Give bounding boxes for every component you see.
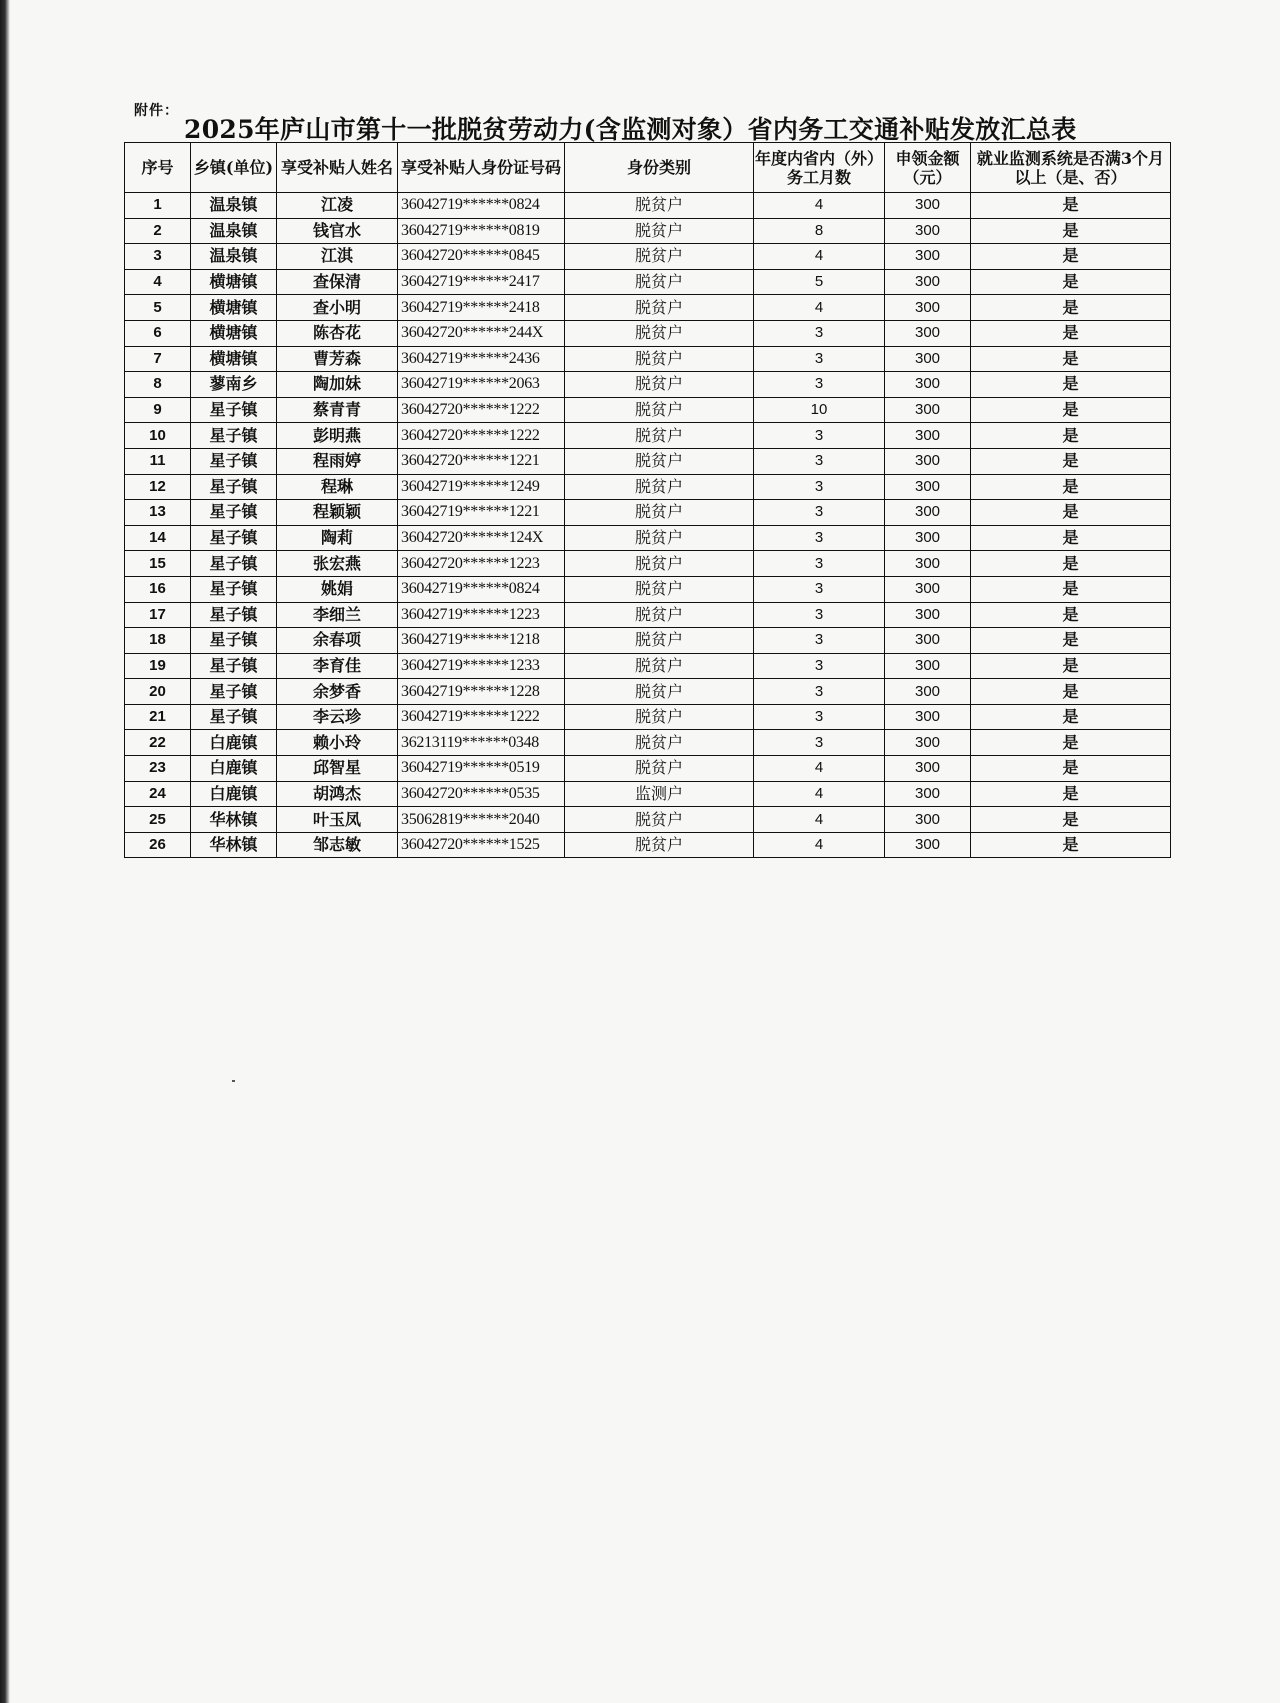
table-row <box>125 704 1171 730</box>
subsidy-summary-table <box>124 142 1171 858</box>
cell-index: 25 <box>125 807 191 833</box>
cell-monitoring: 是 <box>971 218 1171 244</box>
cell-months: 3 <box>754 320 885 346</box>
cell-category: 脱贫户 <box>565 653 754 679</box>
cell-index: 19 <box>125 653 191 679</box>
cell-index: 1 <box>125 193 191 219</box>
cell-id-number: 36042720******1222 <box>398 423 565 449</box>
cell-index: 17 <box>125 602 191 628</box>
cell-category: 脱贫户 <box>565 730 754 756</box>
cell-amount: 300 <box>885 781 971 807</box>
cell-id-number: 36042720******1223 <box>398 551 565 577</box>
table-row <box>125 781 1171 807</box>
cell-name: 姚娟 <box>277 576 398 602</box>
cell-months: 5 <box>754 269 885 295</box>
cell-name: 陈杏花 <box>277 320 398 346</box>
cell-id-number: 36042719******2436 <box>398 346 565 372</box>
table-row <box>125 653 1171 679</box>
cell-months: 3 <box>754 653 885 679</box>
cell-monitoring: 是 <box>971 602 1171 628</box>
cell-monitoring: 是 <box>971 730 1171 756</box>
cell-town: 星子镇 <box>191 397 277 423</box>
cell-amount: 300 <box>885 679 971 705</box>
cell-town: 华林镇 <box>191 832 277 858</box>
cell-category: 脱贫户 <box>565 295 754 321</box>
cell-name: 陶莉 <box>277 525 398 551</box>
cell-amount: 300 <box>885 269 971 295</box>
cell-monitoring: 是 <box>971 346 1171 372</box>
cell-index: 21 <box>125 704 191 730</box>
header-row <box>125 143 1171 193</box>
cell-id-number: 36042719******0819 <box>398 218 565 244</box>
table-row <box>125 525 1171 551</box>
cell-category: 脱贫户 <box>565 448 754 474</box>
cell-months: 3 <box>754 730 885 756</box>
table-row <box>125 193 1171 219</box>
cell-id-number: 36042720******0845 <box>398 244 565 270</box>
header-cell-months: 年度内省内（外）务工月数 <box>754 143 885 193</box>
cell-index: 8 <box>125 372 191 398</box>
cell-town: 星子镇 <box>191 679 277 705</box>
cell-name: 查保清 <box>277 269 398 295</box>
scan-speck <box>232 1080 235 1082</box>
cell-monitoring: 是 <box>971 832 1171 858</box>
cell-town: 温泉镇 <box>191 193 277 219</box>
cell-months: 3 <box>754 679 885 705</box>
cell-category: 脱贫户 <box>565 474 754 500</box>
cell-category: 脱贫户 <box>565 832 754 858</box>
cell-name: 程琳 <box>277 474 398 500</box>
cell-months: 3 <box>754 551 885 577</box>
cell-name: 查小明 <box>277 295 398 321</box>
table-header <box>125 143 1171 193</box>
cell-months: 10 <box>754 397 885 423</box>
cell-town: 星子镇 <box>191 602 277 628</box>
cell-town: 星子镇 <box>191 500 277 526</box>
cell-amount: 300 <box>885 832 971 858</box>
cell-name: 胡鸿杰 <box>277 781 398 807</box>
cell-category: 脱贫户 <box>565 218 754 244</box>
table-row <box>125 346 1171 372</box>
cell-months: 4 <box>754 832 885 858</box>
cell-category: 脱贫户 <box>565 269 754 295</box>
cell-monitoring: 是 <box>971 653 1171 679</box>
cell-name: 李细兰 <box>277 602 398 628</box>
cell-town: 星子镇 <box>191 525 277 551</box>
header-cell-town: 乡镇(单位) <box>191 143 277 193</box>
table-row <box>125 448 1171 474</box>
cell-monitoring: 是 <box>971 781 1171 807</box>
table-row <box>125 372 1171 398</box>
attachment-label: 附件： <box>134 103 179 119</box>
cell-name: 程雨婷 <box>277 448 398 474</box>
cell-id-number: 36042720******124X <box>398 525 565 551</box>
cell-id-number: 36042719******2417 <box>398 269 565 295</box>
table-row <box>125 730 1171 756</box>
cell-months: 3 <box>754 372 885 398</box>
cell-amount: 300 <box>885 704 971 730</box>
cell-category: 脱贫户 <box>565 193 754 219</box>
table-row <box>125 576 1171 602</box>
cell-name: 邱智星 <box>277 756 398 782</box>
cell-months: 3 <box>754 474 885 500</box>
cell-id-number: 36042719******1222 <box>398 704 565 730</box>
cell-id-number: 36213119******0348 <box>398 730 565 756</box>
cell-months: 4 <box>754 807 885 833</box>
cell-amount: 300 <box>885 474 971 500</box>
cell-monitoring: 是 <box>971 244 1171 270</box>
cell-name: 赖小玲 <box>277 730 398 756</box>
table-row <box>125 269 1171 295</box>
cell-town: 蓼南乡 <box>191 372 277 398</box>
table-row <box>125 602 1171 628</box>
table-row <box>125 807 1171 833</box>
cell-id-number: 36042720******0535 <box>398 781 565 807</box>
cell-amount: 300 <box>885 730 971 756</box>
cell-index: 10 <box>125 423 191 449</box>
cell-amount: 300 <box>885 244 971 270</box>
cell-index: 5 <box>125 295 191 321</box>
cell-amount: 300 <box>885 551 971 577</box>
cell-town: 星子镇 <box>191 474 277 500</box>
cell-months: 4 <box>754 193 885 219</box>
cell-amount: 300 <box>885 295 971 321</box>
table-row <box>125 756 1171 782</box>
cell-monitoring: 是 <box>971 525 1171 551</box>
cell-category: 脱贫户 <box>565 423 754 449</box>
cell-amount: 300 <box>885 653 971 679</box>
cell-id-number: 36042719******1233 <box>398 653 565 679</box>
cell-category: 脱贫户 <box>565 756 754 782</box>
table-body <box>125 193 1171 858</box>
cell-town: 星子镇 <box>191 628 277 654</box>
header-cell-amount: 申领金额（元） <box>885 143 971 193</box>
cell-amount: 300 <box>885 320 971 346</box>
cell-monitoring: 是 <box>971 397 1171 423</box>
cell-index: 9 <box>125 397 191 423</box>
cell-town: 白鹿镇 <box>191 756 277 782</box>
cell-name: 江凌 <box>277 193 398 219</box>
cell-months: 3 <box>754 576 885 602</box>
cell-index: 24 <box>125 781 191 807</box>
cell-category: 脱贫户 <box>565 244 754 270</box>
table-row <box>125 218 1171 244</box>
cell-town: 星子镇 <box>191 423 277 449</box>
cell-months: 4 <box>754 244 885 270</box>
header-cell-monitoring: 就业监测系统是否满3个月以上（是、否） <box>971 143 1171 193</box>
cell-index: 11 <box>125 448 191 474</box>
table-row <box>125 423 1171 449</box>
cell-months: 8 <box>754 218 885 244</box>
cell-index: 2 <box>125 218 191 244</box>
header-cell-id-number: 享受补贴人身份证号码 <box>398 143 565 193</box>
cell-id-number: 36042719******1223 <box>398 602 565 628</box>
cell-monitoring: 是 <box>971 500 1171 526</box>
cell-town: 温泉镇 <box>191 218 277 244</box>
cell-monitoring: 是 <box>971 474 1171 500</box>
cell-category: 脱贫户 <box>565 704 754 730</box>
cell-amount: 300 <box>885 193 971 219</box>
cell-category: 脱贫户 <box>565 346 754 372</box>
table-row <box>125 397 1171 423</box>
table-row <box>125 244 1171 270</box>
cell-index: 22 <box>125 730 191 756</box>
cell-category: 脱贫户 <box>565 807 754 833</box>
cell-index: 4 <box>125 269 191 295</box>
table-row <box>125 474 1171 500</box>
cell-category: 脱贫户 <box>565 320 754 346</box>
cell-months: 3 <box>754 346 885 372</box>
cell-months: 3 <box>754 423 885 449</box>
cell-town: 横塘镇 <box>191 346 277 372</box>
cell-amount: 300 <box>885 525 971 551</box>
cell-town: 星子镇 <box>191 653 277 679</box>
cell-name: 江淇 <box>277 244 398 270</box>
cell-amount: 300 <box>885 500 971 526</box>
cell-town: 温泉镇 <box>191 244 277 270</box>
cell-amount: 300 <box>885 628 971 654</box>
header-cell-name: 享受补贴人姓名 <box>277 143 398 193</box>
cell-months: 4 <box>754 781 885 807</box>
cell-index: 14 <box>125 525 191 551</box>
cell-months: 3 <box>754 525 885 551</box>
cell-category: 脱贫户 <box>565 576 754 602</box>
cell-id-number: 36042719******2418 <box>398 295 565 321</box>
cell-amount: 300 <box>885 756 971 782</box>
cell-id-number: 36042719******0824 <box>398 576 565 602</box>
table-row <box>125 679 1171 705</box>
cell-monitoring: 是 <box>971 756 1171 782</box>
cell-index: 18 <box>125 628 191 654</box>
cell-town: 白鹿镇 <box>191 781 277 807</box>
cell-amount: 300 <box>885 807 971 833</box>
cell-town: 横塘镇 <box>191 295 277 321</box>
cell-name: 钱官水 <box>277 218 398 244</box>
cell-amount: 300 <box>885 346 971 372</box>
cell-months: 3 <box>754 628 885 654</box>
cell-monitoring: 是 <box>971 704 1171 730</box>
cell-amount: 300 <box>885 218 971 244</box>
scan-shadow-edge <box>0 0 10 1703</box>
cell-monitoring: 是 <box>971 679 1171 705</box>
cell-monitoring: 是 <box>971 193 1171 219</box>
cell-amount: 300 <box>885 448 971 474</box>
cell-amount: 300 <box>885 576 971 602</box>
header-cell-category: 身份类别 <box>565 143 754 193</box>
cell-id-number: 35062819******2040 <box>398 807 565 833</box>
cell-monitoring: 是 <box>971 551 1171 577</box>
cell-name: 叶玉凤 <box>277 807 398 833</box>
cell-category: 脱贫户 <box>565 551 754 577</box>
cell-monitoring: 是 <box>971 269 1171 295</box>
cell-monitoring: 是 <box>971 320 1171 346</box>
cell-town: 星子镇 <box>191 448 277 474</box>
cell-months: 4 <box>754 295 885 321</box>
cell-index: 26 <box>125 832 191 858</box>
cell-name: 彭明燕 <box>277 423 398 449</box>
cell-amount: 300 <box>885 397 971 423</box>
cell-id-number: 36042719******0824 <box>398 193 565 219</box>
cell-name: 陶加妹 <box>277 372 398 398</box>
cell-id-number: 36042719******1221 <box>398 500 565 526</box>
cell-index: 12 <box>125 474 191 500</box>
cell-monitoring: 是 <box>971 295 1171 321</box>
cell-category: 脱贫户 <box>565 372 754 398</box>
cell-monitoring: 是 <box>971 807 1171 833</box>
cell-id-number: 36042720******1222 <box>398 397 565 423</box>
cell-index: 13 <box>125 500 191 526</box>
cell-category: 脱贫户 <box>565 500 754 526</box>
cell-name: 余梦香 <box>277 679 398 705</box>
cell-town: 星子镇 <box>191 576 277 602</box>
cell-index: 15 <box>125 551 191 577</box>
cell-town: 白鹿镇 <box>191 730 277 756</box>
cell-id-number: 36042720******1525 <box>398 832 565 858</box>
cell-amount: 300 <box>885 423 971 449</box>
cell-amount: 300 <box>885 602 971 628</box>
table-row <box>125 320 1171 346</box>
document-title: 2025年庐山市第十一批脱贫劳动力(含监测对象）省内务工交通补贴发放汇总表 <box>184 115 1077 144</box>
cell-name: 李育佳 <box>277 653 398 679</box>
cell-category: 脱贫户 <box>565 525 754 551</box>
cell-category: 脱贫户 <box>565 679 754 705</box>
cell-id-number: 36042719******1249 <box>398 474 565 500</box>
cell-category: 脱贫户 <box>565 397 754 423</box>
cell-id-number: 36042720******244X <box>398 320 565 346</box>
cell-index: 23 <box>125 756 191 782</box>
cell-id-number: 36042719******1228 <box>398 679 565 705</box>
cell-category: 监测户 <box>565 781 754 807</box>
cell-id-number: 36042719******1218 <box>398 628 565 654</box>
cell-name: 李云珍 <box>277 704 398 730</box>
cell-monitoring: 是 <box>971 372 1171 398</box>
cell-index: 3 <box>125 244 191 270</box>
cell-months: 3 <box>754 602 885 628</box>
cell-months: 4 <box>754 756 885 782</box>
cell-index: 20 <box>125 679 191 705</box>
table-row <box>125 551 1171 577</box>
header-cell-index: 序号 <box>125 143 191 193</box>
cell-name: 曹芳森 <box>277 346 398 372</box>
cell-category: 脱贫户 <box>565 602 754 628</box>
cell-town: 华林镇 <box>191 807 277 833</box>
table-row <box>125 832 1171 858</box>
cell-monitoring: 是 <box>971 628 1171 654</box>
cell-id-number: 36042719******0519 <box>398 756 565 782</box>
cell-id-number: 36042720******1221 <box>398 448 565 474</box>
cell-index: 7 <box>125 346 191 372</box>
cell-town: 星子镇 <box>191 704 277 730</box>
cell-town: 横塘镇 <box>191 269 277 295</box>
cell-months: 3 <box>754 704 885 730</box>
cell-town: 横塘镇 <box>191 320 277 346</box>
table-row <box>125 500 1171 526</box>
cell-amount: 300 <box>885 372 971 398</box>
cell-monitoring: 是 <box>971 576 1171 602</box>
cell-name: 余春项 <box>277 628 398 654</box>
cell-name: 邹志敏 <box>277 832 398 858</box>
cell-index: 16 <box>125 576 191 602</box>
cell-monitoring: 是 <box>971 423 1171 449</box>
cell-category: 脱贫户 <box>565 628 754 654</box>
cell-town: 星子镇 <box>191 551 277 577</box>
table-row <box>125 295 1171 321</box>
cell-months: 3 <box>754 448 885 474</box>
cell-index: 6 <box>125 320 191 346</box>
table-row <box>125 628 1171 654</box>
cell-name: 蔡青青 <box>277 397 398 423</box>
cell-monitoring: 是 <box>971 448 1171 474</box>
cell-id-number: 36042719******2063 <box>398 372 565 398</box>
cell-name: 张宏燕 <box>277 551 398 577</box>
cell-months: 3 <box>754 500 885 526</box>
cell-name: 程颖颖 <box>277 500 398 526</box>
